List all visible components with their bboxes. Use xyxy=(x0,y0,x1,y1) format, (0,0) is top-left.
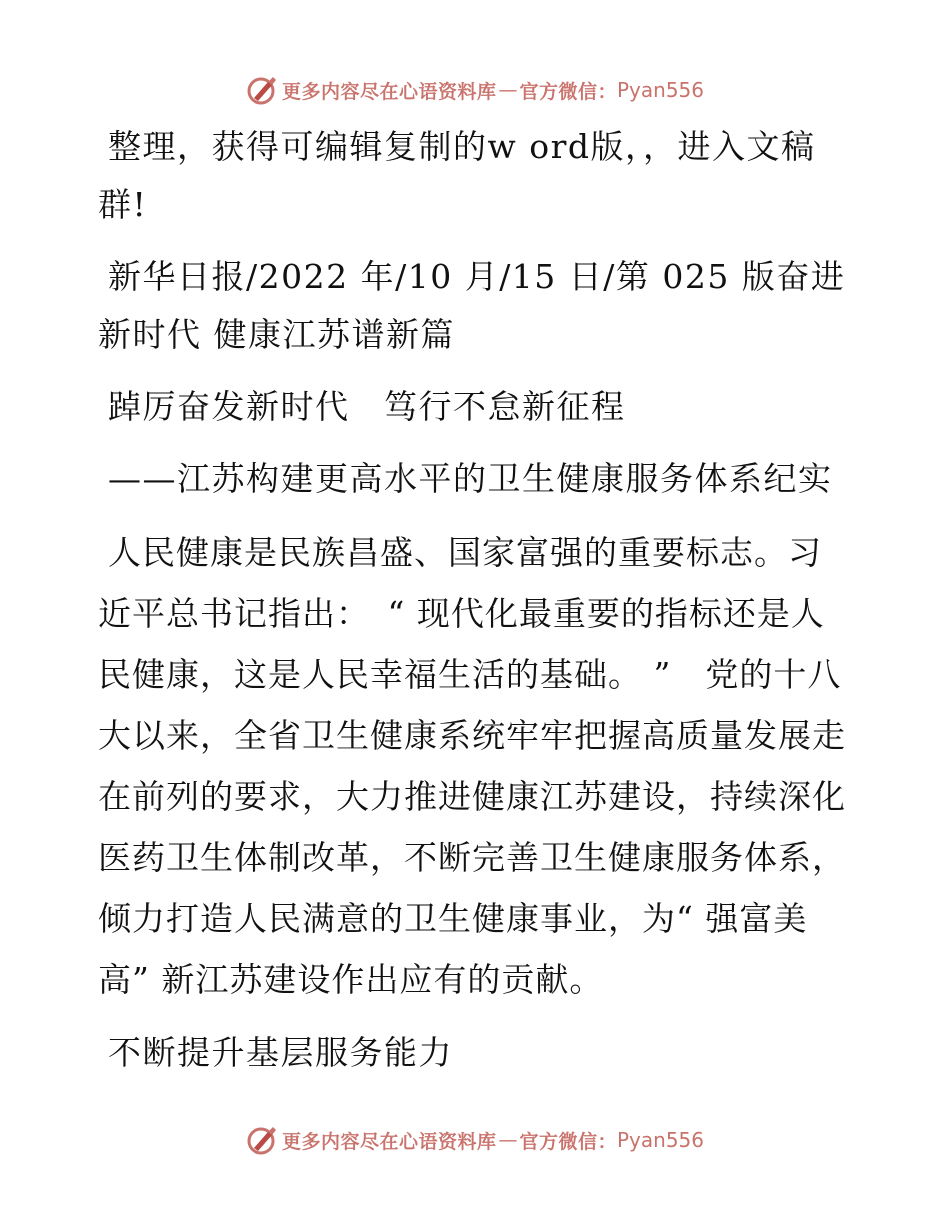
watermark-text: 更多内容尽在心语资料库 xyxy=(281,80,497,103)
watermark-text: 更多内容尽在心语资料库 xyxy=(281,1130,497,1153)
paragraph-section-heading: 不断提升基层服务能力 xyxy=(108,1033,453,1072)
watermark-separator: — xyxy=(498,79,518,101)
watermark-account: Pyan556 xyxy=(617,1128,705,1152)
paragraph-subheadline: ——江苏构建更高水平的卫生健康服务体系纪实 xyxy=(108,459,833,498)
paragraph-source: 新华日报/2022 年/10 月/15 日/第 025 版奋进新时代 健康江苏谱新篇 xyxy=(98,257,846,354)
pen-logo-icon xyxy=(246,1124,278,1156)
watermark-official: 官方微信： xyxy=(519,1130,617,1153)
footer-watermark xyxy=(0,1120,950,1160)
pen-logo-icon xyxy=(246,74,278,106)
paragraph-main: 人民健康是民族昌盛、国家富强的重要标志。习近平总书记指出： “ 现代化最重要的指标还是人民健康，这是人民幸福生活的基础。 ” 党的十八大以来，全省卫生健康系统牢牢把握高质量发展走在前列的要求，大力推进健康江苏建设，持续深化医药卫生体制改革，不断完善卫生健康服务体系，倾力打造人民满意的卫生健康事业，为“ 强富美高” 新江苏建设作出应有的贡献。 xyxy=(98,533,846,999)
watermark-official: 官方微信： xyxy=(519,80,617,103)
watermark-account: Pyan556 xyxy=(617,78,705,102)
paragraph-intro: 整理，获得可编辑复制的w ord版，，进入文稿群! xyxy=(98,127,816,224)
watermark-separator: — xyxy=(498,1129,518,1151)
paragraph-headline: 踔厉奋发新时代 笃行不怠新征程 xyxy=(108,387,626,426)
document-body xyxy=(98,118,850,1096)
header-watermark xyxy=(0,70,950,110)
